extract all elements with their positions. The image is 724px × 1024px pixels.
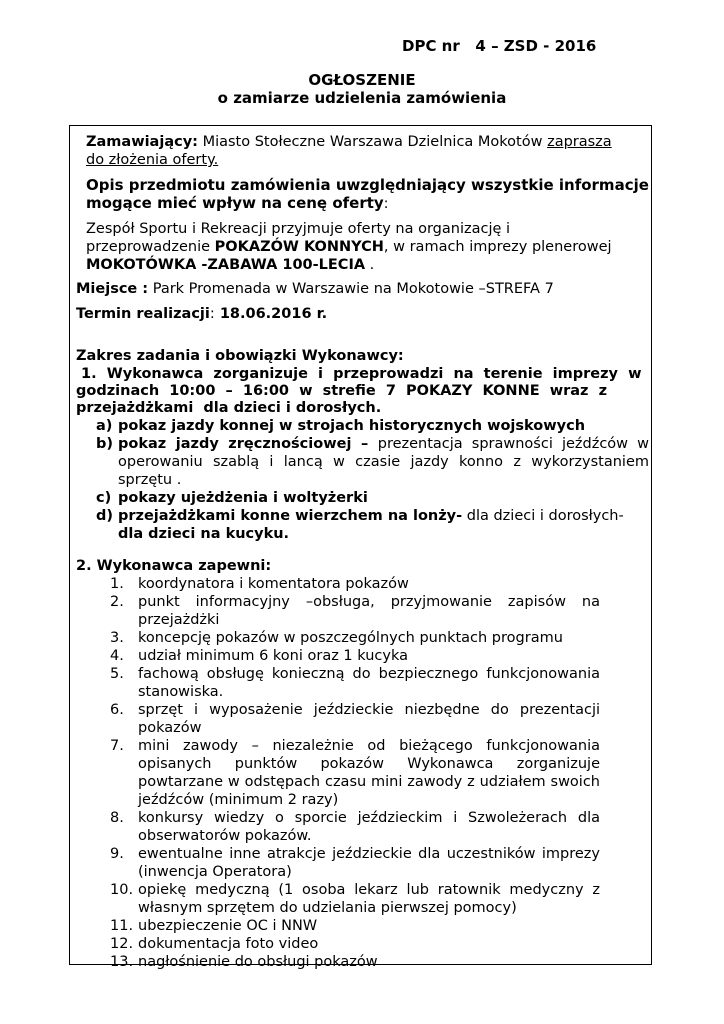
contractor-list [110,575,600,971]
description-line-2-post: , w ramach imprezy plenerowej [383,239,612,255]
list-item-text: punkt informacyjny –obsługa, przyjmowanie zapisów na przejażdżki [138,594,600,628]
term-colon: : [209,306,215,322]
list-item-number: 1. [110,576,124,592]
description-heading-2-text: mogące mieć wpływ na cenę oferty [86,194,384,212]
list-item-text: mini zawody – niezależnie od bieżącego funkcjonowania opisanych punktów pokazów Wykonawca zorganizuje powtarzane w odstępach czasu mini zawody z udziałem swoich jeźdźców (minimum 2 razy) [138,738,600,808]
scope-item-letter: b) [96,436,114,452]
list-item-number: 13. [110,954,134,970]
scope-point-1-line-1: 1. Wykonawca zorganizuje i przeprowadzi na terenie imprezy w [76,366,642,382]
list-item-number: 5. [110,666,124,682]
description-heading: Opis przedmiotu zamówienia uwzględniający wszystkie informacje [86,176,649,194]
term-line [76,305,327,323]
place-line [76,280,554,298]
place-text: Park Promenada w Warszawie na Mokotowie –STREFA 7 [148,281,554,297]
scope-item-a [96,417,649,435]
scope-item-bold-2: dla dzieci na kucyku. [118,526,290,542]
list-item [110,629,600,647]
list-item-number: 9. [110,846,124,862]
description-heading-2 [86,194,389,213]
list-item-text: nagłośnienie do obsługi pokazów [138,954,378,970]
list-item-text: udział minimum 6 koni oraz 1 kucyka [138,648,408,664]
list-item [110,809,600,845]
list-item-text: opiekę medyczną (1 osoba lekarz lub ratownik medyczny z własnym sprzętem do udzielania pierwszej pomocy) [138,882,600,916]
place-label: Miejsce : [76,281,149,297]
ordering-party-text: Miasto Stołeczne Warszawa Dzielnica Mokotów [202,134,543,150]
list-item [110,881,600,917]
list-item [110,737,600,809]
scope-item-bold: pokaz jazdy zręcznościowej – [118,436,378,452]
term-value: 18.06.2016 r. [214,306,328,322]
scope-item-text: prezentacja sprawności jeźdźców w operowaniu szablą i lancą w czasie jazdy konno z wykorzystaniem sprzętu . [118,436,649,488]
list-item-number: 2. [110,594,124,610]
description-line-2-pre: przeprowadzenie [86,239,215,255]
ordering-party-label: Zamawiający: [86,134,198,150]
event-name-shows: POKAZÓW KONNYCH [214,239,384,255]
list-item-text: koordynatora i komentatora pokazów [138,576,409,592]
scope-point-1-line-3: przejażdżkami dla dzieci i dorosłych. [76,400,382,416]
scope-item-d [96,507,649,543]
notice-title: OGŁOSZENIE [308,71,416,89]
list-item-number: 4. [110,648,124,664]
scope-item-letter: c) [96,490,112,506]
list-item-text: koncepcję pokazów w poszczególnych punktach programu [138,630,563,646]
term-label: Termin realizacji [76,306,210,322]
list-item-number: 7. [110,738,124,754]
scope-item-bold: pokazy ujeżdżenia i woltyżerki [118,490,368,506]
list-item [110,575,600,593]
list-item [110,845,600,881]
list-item-number: 3. [110,630,124,646]
description-line-3 [86,256,374,274]
list-item-text: ewentualne inne atrakcje jeździeckie dla uczestników imprezy (inwencja Operatora) [138,846,600,880]
scope-item-letter: d) [96,508,114,524]
list-item-text: sprzęt i wyposażenie jeździeckie niezbędne do prezentacji pokazów [138,702,600,736]
event-name: MOKOTÓWKA -ZABAWA 100-LECIA [86,257,366,273]
list-item-text: ubezpieczenie OC i NNW [138,918,318,934]
description-line-1: Zespół Sportu i Rekreacji przyjmuje oferty na organizację i [86,221,511,237]
list-item-number: 8. [110,810,124,826]
scope-point-1-line-2: godzinach 10:00 – 16:00 w strefie 7 POKAZY KONNE wraz z [76,383,608,399]
list-item-number: 11. [110,918,134,934]
list-item-text: fachową obsługę konieczną do bezpiecznego funkcjonowania stanowiska. [138,666,600,700]
list-item [110,935,600,953]
scope-item-bold: pokaz jazdy konnej w strojach historycznych wojskowych [118,418,586,434]
scope-item-text: dla dzieci i dorosłych- [462,508,624,524]
list-item [110,593,600,629]
description-line-2 [86,238,612,256]
list-item-number: 6. [110,702,124,718]
list-item [110,953,600,971]
invite-text: zaprasza [547,134,612,150]
document-number: DPC nr 4 – ZSD - 2016 [402,37,597,55]
list-item-number: 10. [110,882,134,898]
list-item [110,701,600,737]
scope-item-c [96,489,649,507]
scope-item-letter: a) [96,418,113,434]
description-line-3-post: . [365,257,375,273]
scope-item-bold: przejażdżkami konne wierzchem na lonży- [118,508,463,524]
notice-subtitle: o zamiarze udzielenia zamówienia [217,89,507,107]
list-item-text: konkursy wiedzy o sporcie jeździeckim i Szwoleżerach dla obserwatorów pokazów. [138,810,600,844]
scope-item-b [96,435,649,489]
invite-text-cont: do złożenia oferty. [86,152,219,168]
ordering-party-line [86,133,612,151]
list-item-number: 12. [110,936,134,952]
scope-sublist [96,417,649,543]
description-heading-colon: : [383,196,389,212]
scope-heading: Zakres zadania i obowiązki Wykonawcy: [76,348,404,364]
list-item-text: dokumentacja foto video [138,936,319,952]
contractor-heading: 2. Wykonawca zapewni: [76,558,272,574]
list-item [110,665,600,701]
list-item [110,647,600,665]
list-item [110,917,600,935]
